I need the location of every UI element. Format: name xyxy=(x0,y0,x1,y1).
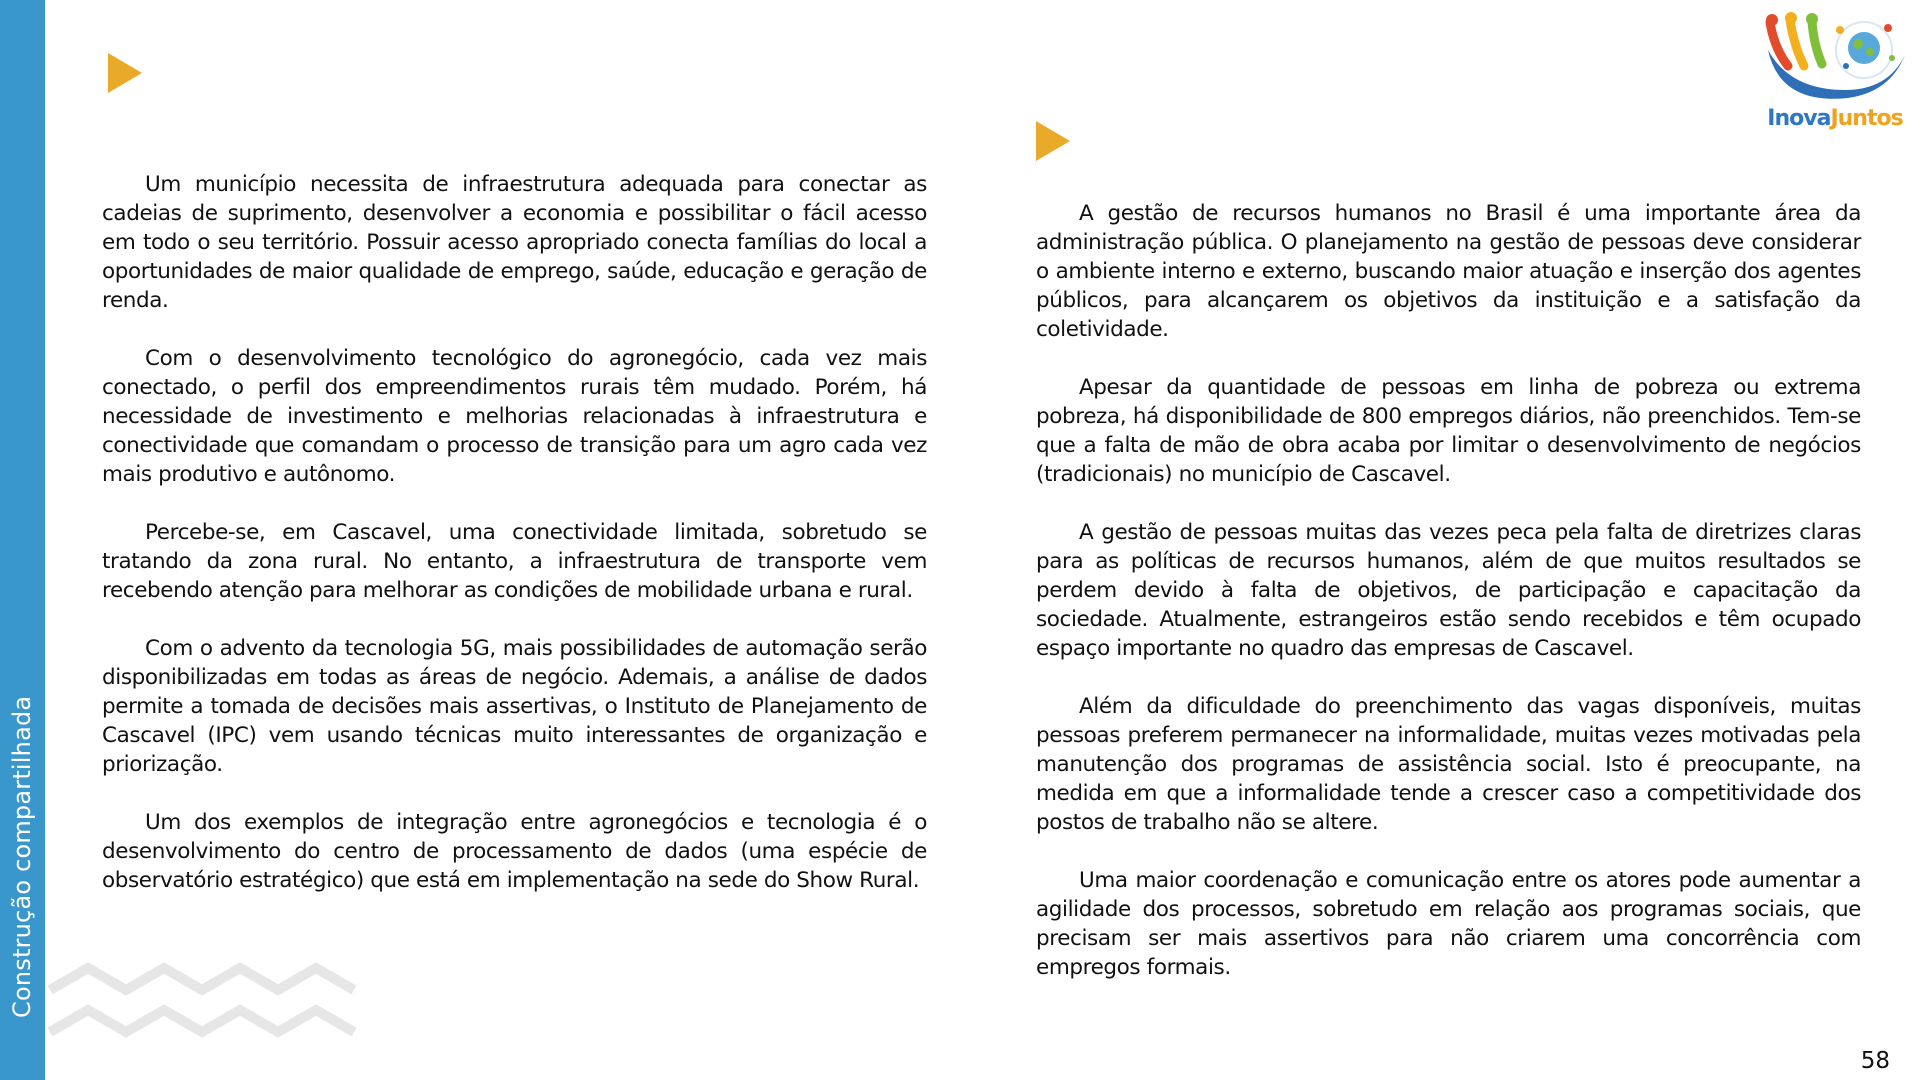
paragraph: Com o advento da tecnologia 5G, mais possibilidades de automação serão disponibilizadas em todas as áreas de negócio. Ademais, a análise de dados permite a tomada de decisões mais assertivas, o Instituto de Planejamento de Cascavel (IPC) vem usando técnicas muito interessantes de organização e priorização. xyxy=(102,636,927,777)
paragraph: Com o desenvolvimento tecnológico do agronegócio, cada vez mais conectado, o perfil dos empreendimentos rurais têm mudado. Porém, há necessidade de investimento e melhorias relacionadas à infraestrutura e conectividade que comandam o processo de transição para um agro cada vez mais produtivo e autônomo. xyxy=(102,346,927,487)
logo xyxy=(1760,10,1910,140)
paragraph: Uma maior coordenação e comunicação entre os atores pode aumentar a agilidade dos processos, sobretudo em relação aos programas sociais, que precisam ser mais assertivos para não criarem uma concorrência com empregos formais. xyxy=(1036,868,1861,980)
logo-text: InovaJuntos xyxy=(1767,106,1903,131)
paragraph: Um município necessita de infraestrutura adequada para conectar as cadeias de suprimento, desenvolver a economia e possibilitar o fácil acesso em todo o seu território. Possuir acesso apropriado conecta famílias do local a oportunidades de maior qualidade de emprego, saúde, educação e geração de renda. xyxy=(102,172,927,313)
sidebar xyxy=(0,0,45,1080)
page-number: 58 xyxy=(1860,1048,1890,1074)
arrow-icon xyxy=(1036,121,1070,161)
paragraph: Um dos exemplos de integração entre agronegócios e tecnologia é o desenvolvimento do centro de processamento de dados (uma espécie de observatório estratégico) que está em implementação na sede do Show Rural. xyxy=(102,810,927,893)
paragraph: Além da dificuldade do preenchimento das vagas disponíveis, muitas pessoas preferem permanecer na informalidade, muitas vezes motivadas pela manutenção dos programas de assistência social. Isto é preocupante, na medida em que a informalidade tende a crescer caso a competitividade dos postos de trabalho não se altere. xyxy=(1036,694,1861,835)
logo-icon xyxy=(1760,10,1910,110)
paragraph: A gestão de recursos humanos no Brasil é uma importante área da administração pública. O planejamento na gestão de pessoas deve considerar o ambiente interno e externo, buscando maior atuação e inserção dos agentes públicos, para alcançarem os objetivos da instituição e a satisfação da coletividade. xyxy=(1036,201,1861,342)
right-column xyxy=(1036,199,1861,1011)
left-column xyxy=(102,170,927,924)
paragraph: A gestão de pessoas muitas das vezes peca pela falta de diretrizes claras para as políticas de recursos humanos, além de que muitos resultados se perdem devido à falta de objetivos, de participação e capacitação da sociedade. Atualmente, estrangeiros estão sendo recebidos e têm ocupado espaço importante no quadro das empresas de Cascavel. xyxy=(1036,520,1861,661)
zigzag-decoration xyxy=(48,960,368,1060)
paragraph: Apesar da quantidade de pessoas em linha de pobreza ou extrema pobreza, há disponibilidade de 800 empregos diários, não preenchidos. Tem-se que a falta de mão de obra acaba por limitar o desenvolvimento de negócios (tradicionais) no município de Cascavel. xyxy=(1036,375,1861,487)
paragraph: Percebe-se, em Cascavel, uma conectividade limitada, sobretudo se tratando da zona rural. No entanto, a infraestrutura de transporte vem recebendo atenção para melhorar as condições de mobilidade urbana e rural. xyxy=(102,520,927,603)
arrow-icon xyxy=(108,53,142,93)
sidebar-label: Construção compartilhada xyxy=(8,695,36,1018)
